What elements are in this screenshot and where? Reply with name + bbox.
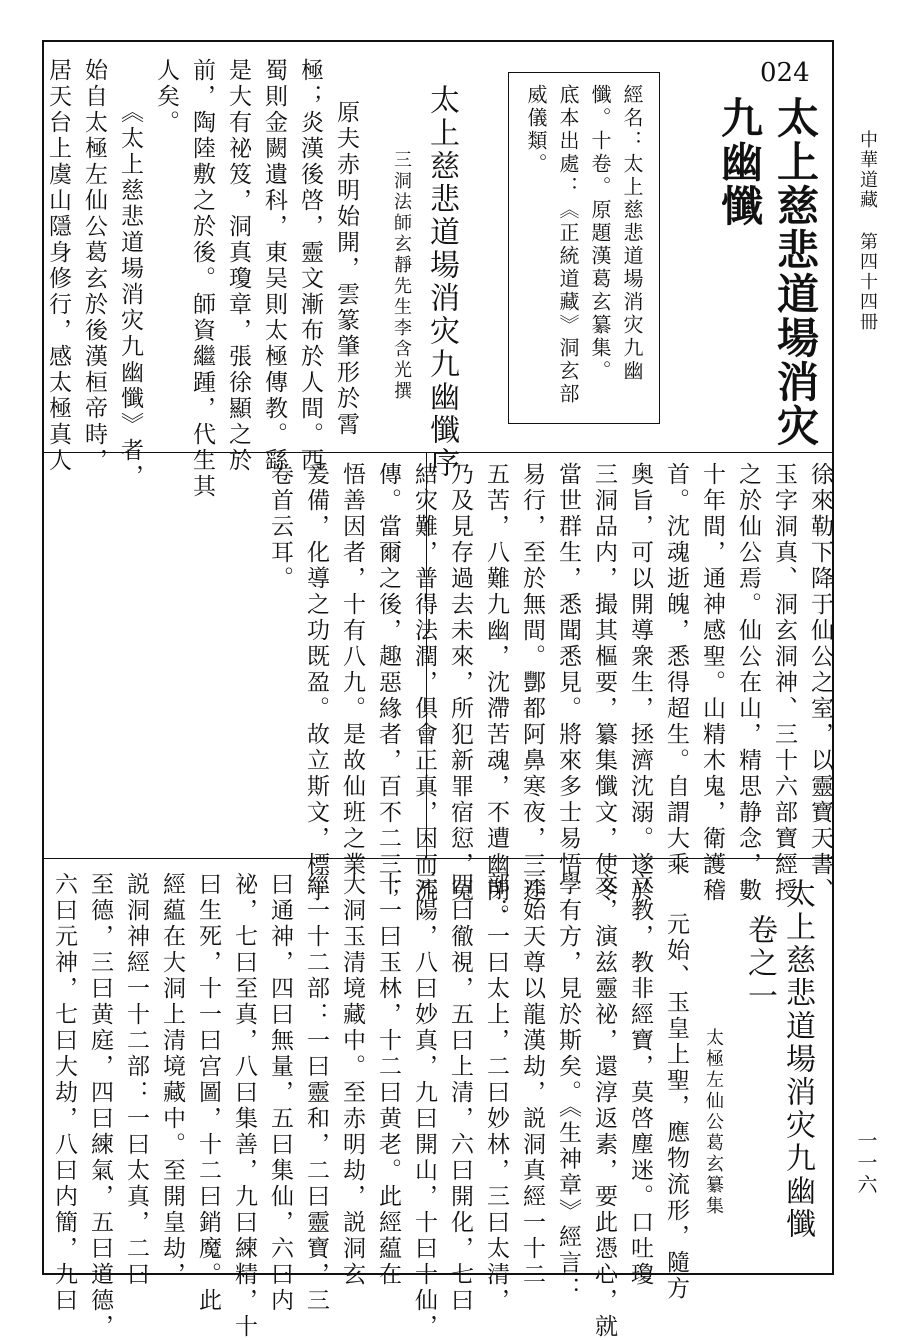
- chapter-line: 曰通神，四曰無量，五曰集仙，六曰内: [267, 872, 293, 1314]
- chapter-line: 祕，七曰至真，八曰集善，九曰練精，十: [231, 872, 257, 1340]
- chapter-line: 元陽，八曰妙真，九曰開山，十曰十仙，: [411, 872, 437, 1340]
- preface-line: 人矣。: [153, 58, 179, 136]
- chapter-line: 説洞神經一十二部：一曰太真，二曰: [123, 872, 149, 1288]
- continuation-line: 傳。當爾之後，趣惡緣者，百不二三；: [375, 462, 401, 904]
- chapter-line: 經一十二部：一曰靈和，二曰靈寶，三: [303, 872, 329, 1314]
- preface-line: 原夫赤明始開，雲篆肇形於霄: [333, 100, 359, 438]
- page-number: 一一六: [854, 1130, 878, 1196]
- running-head-collection: 中華道藏: [857, 130, 878, 210]
- continuation-line: 玉字洞真、洞玄洞神、三十六部寶經授: [771, 462, 797, 904]
- preface-line: 是大有祕笈，洞真瓊章，張徐顯之於: [225, 58, 251, 474]
- continuation-line: 結灾難，普得法潤，俱會正真，因而流: [411, 462, 437, 904]
- continuation-line: 悟善因者，十有八九。是故仙班之業: [339, 462, 365, 878]
- chapter-line: 文，演兹靈祕，還淳返素，要此憑心，就: [591, 872, 617, 1340]
- chapter-volume: 卷之一: [742, 914, 777, 1013]
- chapter-line: 部：一曰太上，二曰妙林，三曰太清，: [483, 872, 509, 1314]
- chapter-line: 經藴在大洞上清境藏中。至開皇劫，: [159, 872, 185, 1288]
- entry-title-line1: 太上慈悲道場消灾: [771, 96, 820, 448]
- continuation-line: 乃及見存過去未來，所犯新罪宿愆，冤: [447, 462, 473, 904]
- continuation-line: 卷首云耳。: [267, 462, 293, 592]
- continuation-line: 易行，至於無間。酆都阿鼻寒夜，三途: [519, 462, 545, 904]
- chapter-line: 四曰徹視，五曰上清，六曰開化，七曰: [447, 872, 473, 1314]
- chapter-line: 立教，教非經寶，莫啓塵迷。口吐瓊: [627, 872, 653, 1288]
- entry-number: 024: [760, 58, 810, 88]
- info-line: 經名：太上慈悲道場消灾九幽: [620, 84, 644, 383]
- preface-line: 前，陶陸敷之於後。師資繼踵，代生其: [189, 58, 215, 500]
- chapter-line: 十一曰玉林，十二曰黄老。此經藴在: [375, 872, 401, 1288]
- info-line: 底本出處：《正統道藏》洞玄部: [556, 84, 580, 406]
- chapter-title: 太上慈悲道場消灾九幽懺: [780, 878, 815, 1241]
- chapter-line: 至德，三曰黄庭，四曰練氣，五曰道德，: [87, 872, 113, 1340]
- preface-title: 太上慈悲道場消灾九幽懺序: [424, 84, 459, 480]
- entry-title-line2: 九幽懺: [715, 96, 764, 228]
- chapter-line: 大洞玉清境藏中。至赤明劫，説洞玄: [339, 872, 365, 1288]
- preface-line: 始自太極左仙公葛玄於後漢桓帝時，: [81, 58, 107, 474]
- info-line: 懺。十卷。原題漢葛玄纂集。: [588, 84, 612, 383]
- continuation-line: 十年間，通神感聖。山精木鬼，衛護稽: [699, 462, 725, 904]
- preface-line: 《太上慈悲道場消灾九幽懺》者，: [117, 100, 143, 490]
- continuation-line: 五苦，八難九幽，沈滯苦魂，不遭幽閉。: [483, 462, 509, 930]
- continuation-line: 當世群生，悉聞悉見。將來多士易悟: [555, 462, 581, 878]
- continuation-line: 三洞品内，撮其樞要，纂集懺文，使令: [591, 462, 617, 904]
- continuation-line: 徐來勒下降于仙公之室，以靈寶天書、: [807, 462, 833, 904]
- preface-line: 蜀則金闕遺科，東吴則太極傳教。繇: [261, 58, 287, 474]
- info-line: 威儀類。: [524, 84, 548, 176]
- chapter-author: 太極左仙公葛玄纂集: [703, 1028, 724, 1217]
- chapter-line: 元始天尊以龍漢劫，説洞真經一十二: [519, 872, 545, 1288]
- preface-line: 居天台上虞山隱身修行，感太極真人: [45, 58, 71, 474]
- chapter-line: 學有方，見於斯矣。《生神章》經言：: [555, 872, 581, 1303]
- continuation-line: 之於仙公焉。仙公在山，精思静念，數: [735, 462, 761, 904]
- chapter-line: 曰生死，十一曰宫圖，十二曰銷魔。此: [195, 872, 221, 1314]
- continuation-line: 奥旨，可以開導衆生，拯濟沈溺。遂於: [627, 462, 653, 904]
- chapter-line: 元始、玉皇上聖，應物流形，隨方: [663, 912, 689, 1302]
- continuation-line: 首。沈魂逝魄，悉得超生。自謂大乘: [663, 462, 689, 878]
- continuation-line: 爰備，化導之功既盈。故立斯文，標于: [303, 462, 329, 904]
- chapter-line: 六曰元神，七曰大劫，八曰内簡，九曰: [51, 872, 77, 1314]
- running-head-volume: 第四十四冊: [857, 232, 878, 332]
- preface-author: 三洞法師玄靜先生李含光撰: [391, 150, 412, 402]
- preface-line: 極；炎漢後啓，靈文漸布於人間。西: [297, 58, 323, 474]
